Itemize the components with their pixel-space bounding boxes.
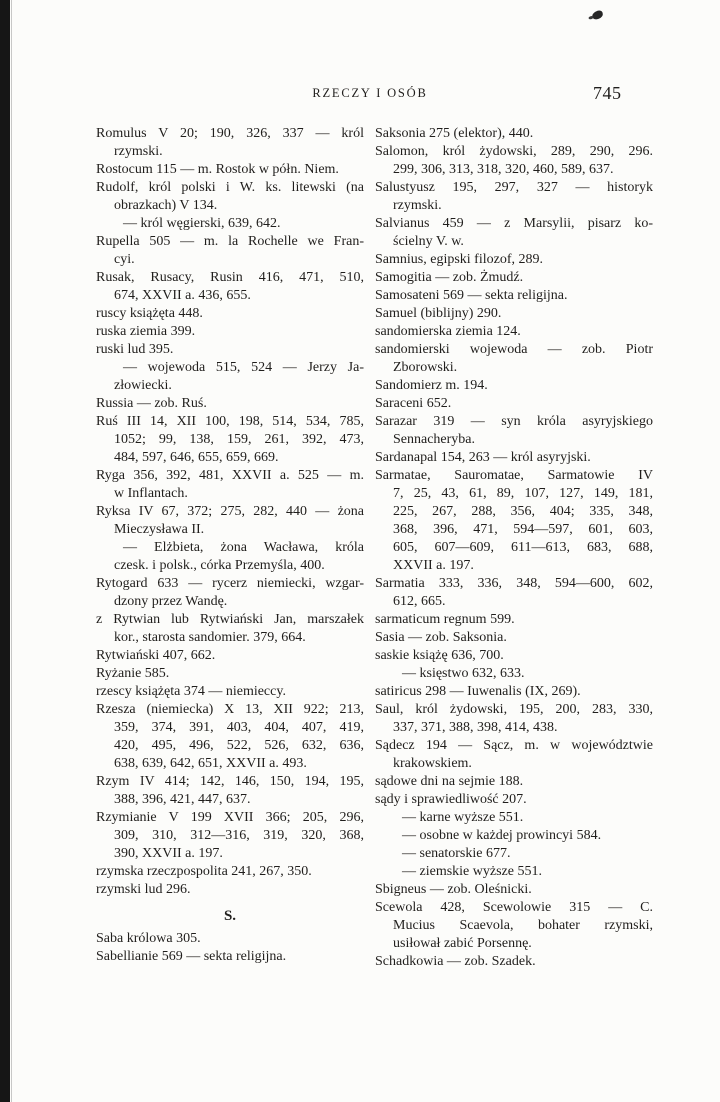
- index-line: rzymski.: [393, 198, 442, 213]
- index-line: Rusak, Rusacy, Rusin 416, 471, 510,: [96, 270, 364, 285]
- index-line: sądowe dni na sejmie 188.: [375, 774, 524, 789]
- index-line: — ziemskie wyższe 551.: [402, 864, 542, 879]
- index-line: 638, 639, 642, 651, XXVII a. 493.: [114, 756, 307, 771]
- index-line: Sbigneus — zob. Oleśnicki.: [375, 882, 532, 897]
- index-line: 7, 25, 43, 61, 89, 107, 127, 149, 181,: [393, 486, 653, 501]
- index-line: Mieczysława II.: [114, 522, 205, 537]
- index-line: Salomon, król żydowski, 289, 290, 296.: [375, 144, 653, 159]
- index-line: rzymski.: [114, 144, 163, 159]
- index-line: saskie książę 636, 700.: [375, 648, 504, 663]
- ink-smudge: [591, 9, 604, 20]
- index-line: 309, 310, 312—316, 319, 320, 368,: [114, 828, 364, 843]
- index-line: obrazkach) V 134.: [114, 198, 218, 213]
- index-line: rzescy książęta 374 — niemieccy.: [96, 684, 286, 699]
- index-line: Samuel (biblijny) 290.: [375, 306, 502, 321]
- index-line: sądy i sprawiedliwość 207.: [375, 792, 527, 807]
- index-line: Rupella 505 — m. la Rochelle we Fran-: [96, 234, 364, 249]
- index-line: — senatorskie 677.: [402, 846, 511, 861]
- index-line: Ruś III 14, XII 100, 198, 514, 534, 785,: [96, 414, 364, 429]
- index-line: Samnius, egipski filozof, 289.: [375, 252, 543, 267]
- index-line: — Elżbieta, żona Wacława, króla: [123, 540, 364, 555]
- index-line: sandomierski wojewoda — zob. Piotr: [375, 342, 653, 357]
- index-line: — król węgierski, 639, 642.: [123, 216, 281, 231]
- index-line: Saul, król żydowski, 195, 200, 283, 330,: [375, 702, 653, 717]
- index-line: Saraceni 652.: [375, 396, 452, 411]
- index-line: — księstwo 632, 633.: [402, 666, 525, 681]
- index-line: Sasia — zob. Saksonia.: [375, 630, 507, 645]
- index-line: cyi.: [114, 252, 135, 267]
- section-heading: S.: [223, 908, 237, 924]
- index-line: 337, 371, 388, 398, 414, 438.: [393, 720, 558, 735]
- index-line: — osobne w każdej prowincyi 584.: [402, 828, 602, 843]
- index-line: Sarmatae, Sauromatae, Sarmatowie IV: [375, 468, 653, 483]
- index-line: usiłował zabić Porsennę.: [393, 936, 532, 951]
- index-line: Samosateni 569 — sekta religijna.: [375, 288, 568, 303]
- index-line: 225, 267, 288, 356, 404; 335, 348,: [393, 504, 653, 519]
- index-line: Sennacheryba.: [393, 432, 476, 447]
- index-line: Sardanapal 154, 263 — król asyryjski.: [375, 450, 591, 465]
- index-line: Rytogard 633 — rycerz niemiecki, wzgar-: [96, 576, 364, 591]
- index-line: Saba królowa 305.: [96, 931, 201, 946]
- index-line: czesk. i polsk., córka Przemyśla, 400.: [114, 558, 325, 573]
- index-line: Mucius Scaevola, bohater rzymski,: [393, 918, 653, 933]
- index-line: Salustyusz 195, 297, 327 — historyk: [375, 180, 653, 195]
- index-line: satiricus 298 — Iuwenalis (IX, 269).: [375, 684, 581, 699]
- index-line: Sarazar 319 — syn króla asyryjskiego: [375, 414, 653, 429]
- index-line: 1052; 99, 138, 159, 261, 392, 473,: [114, 432, 364, 447]
- index-line: Schadkowia — zob. Szadek.: [375, 954, 536, 969]
- index-line: — karne wyższe 551.: [402, 810, 524, 825]
- left-column: [96, 125, 364, 966]
- index-line: krakowskiem.: [393, 756, 472, 771]
- index-line: kor., starosta sandomier. 379, 664.: [114, 630, 306, 645]
- index-line: Rzymianie V 199 XVII 366; 205, 296,: [96, 810, 364, 825]
- index-line: ruski lud 395.: [96, 342, 174, 357]
- index-line: Ryga 356, 392, 481, XXVII a. 525 — m.: [96, 468, 364, 483]
- index-line: rzymski lud 296.: [96, 882, 191, 897]
- scan-hairline: [11, 0, 12, 1102]
- index-line: Romulus V 20; 190, 326, 337 — król: [96, 126, 364, 141]
- index-line: 299, 306, 313, 318, 320, 460, 589, 637.: [393, 162, 614, 177]
- index-line: 612, 665.: [393, 594, 446, 609]
- index-line: Ryksa IV 67, 372; 275, 282, 440 — żona: [96, 504, 364, 519]
- index-line: Samogitia — zob. Żmudź.: [375, 270, 524, 285]
- index-line: sandomierska ziemia 124.: [375, 324, 521, 339]
- index-line: 359, 374, 391, 403, 404, 407, 419,: [114, 720, 364, 735]
- page-number: 745: [593, 83, 622, 103]
- index-line: 484, 597, 646, 655, 659, 669.: [114, 450, 279, 465]
- index-line: dzony przez Wandę.: [114, 594, 228, 609]
- index-line: 368, 396, 471, 594—597, 601, 603,: [393, 522, 653, 537]
- index-line: Ryżanie 585.: [96, 666, 170, 681]
- index-line: 388, 396, 421, 447, 637.: [114, 792, 251, 807]
- index-line: Scewola 428, Scewolowie 315 — C.: [375, 900, 653, 915]
- index-line: Saksonia 275 (elektor), 440.: [375, 126, 534, 141]
- index-line: złowiecki.: [114, 378, 172, 393]
- index-line: XXVII a. 197.: [393, 558, 474, 573]
- index-line: Sabellianie 569 — sekta religijna.: [96, 949, 287, 964]
- index-line: rzymska rzeczpospolita 241, 267, 350.: [96, 864, 312, 879]
- index-line: ruscy książęta 448.: [96, 306, 203, 321]
- index-line: Rzym IV 414; 142, 146, 150, 194, 195,: [96, 774, 364, 789]
- index-line: Rzesza (niemiecka) X 13, XII 922; 213,: [96, 702, 364, 717]
- index-line: 674, XXVII a. 436, 655.: [114, 288, 251, 303]
- index-line: Russia — zob. Ruś.: [96, 396, 207, 411]
- index-line: w Inflantach.: [114, 486, 188, 501]
- index-line: Sarmatia 333, 336, 348, 594—600, 602,: [375, 576, 653, 591]
- index-line: Sądecz 194 — Sącz, m. w województwie: [375, 738, 653, 753]
- index-line: Rytwiański 407, 662.: [96, 648, 216, 663]
- index-line: z Rytwian lub Rytwiański Jan, marszałek: [96, 612, 364, 627]
- index-line: Sandomierz m. 194.: [375, 378, 488, 393]
- index-line: Salvianus 459 — z Marsylii, pisarz ko-: [375, 216, 653, 231]
- index-line: ruska ziemia 399.: [96, 324, 196, 339]
- index-line: Rostocum 115 — m. Rostok w półn. Niem.: [96, 162, 339, 177]
- index-line: ścielny V. w.: [393, 234, 464, 249]
- index-line: Rudolf, król polski i W. ks. litewski (na: [96, 180, 364, 195]
- index-line: Zborowski.: [393, 360, 458, 375]
- right-column: [375, 125, 653, 971]
- index-line: — wojewoda 515, 524 — Jerzy Ja-: [123, 360, 364, 375]
- index-line: 605, 607—609, 611—613, 683, 688,: [393, 540, 653, 555]
- index-line: 390, XXVII a. 197.: [114, 846, 223, 861]
- running-title: RZECZY I OSÓB: [312, 86, 428, 100]
- index-line: 420, 495, 496, 522, 526, 632, 636,: [114, 738, 364, 753]
- index-line: sarmaticum regnum 599.: [375, 612, 515, 627]
- scan-edge-strip: [0, 0, 10, 1102]
